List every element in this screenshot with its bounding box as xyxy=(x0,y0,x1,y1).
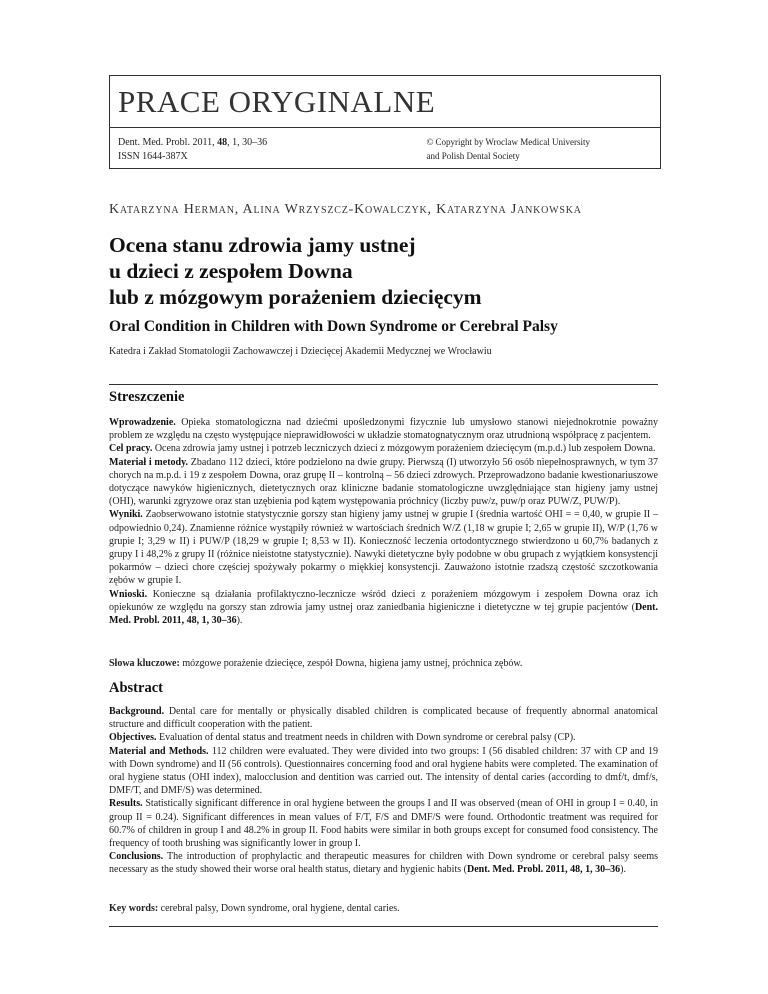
abstract-paragraph: Results. Statistically significant difference in oral hygiene between the groups I and II was observed (mean of OHI in group I = 0.40, in group II = 0.24). Significant differences in mean values of F/T, F/S and DMF/S were found. Orthodontic treatment was required for 60.7% of children in group I and 48.2% in group II. Food habits were similar in both groups except for consumed food consistency. The frequency of tooth brushing was significantly lower in group I. xyxy=(109,798,659,850)
abstract-paragraph: Material and Methods. 112 children were evaluated. They were divided into two groups: I (56 disabled children: 37 with CP and 19 with Down syndrome) and II (56 controls). Questionnaires concerning food and oral hygiene habits were completed. The examination of oral hygiene status (OHI index), malocclusion and dentition was carried out. The intensity of dental caries (according to dmf/t, dmf/s, DMF/T, and DMF/S) was determined. xyxy=(109,745,659,797)
polish-title-line: Ocena stanu zdrowia jamy ustnej xyxy=(109,233,416,257)
citation-volume: 48 xyxy=(217,137,228,148)
keywords-label: Słowa kluczowe: xyxy=(109,658,180,669)
keywords-label: Key words: xyxy=(109,903,159,914)
streszczenie-paragraph: Materiał i metody. Zbadano 112 dzieci, które podzielono na dwie grupy. Pierwszą (I) utworzyło 56 osób niepełnosprawnych, w tym 37 chorych na m.p.d. i 19 z zespołem Downa, oraz grupę II – kontrolną – 56 dzieci zdrowych. Przeprowadzono badanie kwestionariuszowe dotyczące nawyków higienicznych, dietetycznych oraz kliniczne badanie stomatologiczne uwzględniające stan higieny jamy ustnej (OHI), warunki zgryzowe oraz stan uzębienia pod kątem występowania próchnicy (liczby puw/z, puw/p oraz PUW/Z, PUW/P). xyxy=(109,456,658,508)
journal-header-box xyxy=(109,75,661,169)
copyright-line2: and Polish Dental Society xyxy=(426,150,520,161)
header-divider xyxy=(110,127,660,128)
abstract-paragraph: Conclusions. The introduction of prophylactic and therapeutic measures for children with Down syndrome or cerebral palsy seems necessary as the study showed their worse oral health status, dietary and hygienic habits (Dent. Med. Probl. 2011, 48, 1, 30–36). xyxy=(109,851,658,876)
keywords-en xyxy=(109,902,658,915)
citation xyxy=(118,136,267,163)
abstract-paragraph: Background. Dental care for mentally or physically disabled children is complicated because of frequently abnormal anatomical structure and difficult cooperation with the patient. xyxy=(109,706,659,731)
polish-title-line: lub z mózgowym porażeniem dziecięcym xyxy=(109,285,482,309)
issn: ISSN 1644-387X xyxy=(118,150,188,162)
polish-title-line: u dzieci z zespołem Downa xyxy=(109,259,353,283)
citation-journal: Dent. Med. Probl. 2011, xyxy=(118,137,215,148)
streszczenie-paragraph: Wprowadzenie. Opieka stomatologiczna nad dziećmi upośledzonymi fizycznie lub umysłowo stanowi niejednokrotnie poważny problem ze względu na często występujące nieprawidłowości w układzie stomatognatycznym oraz utrudnioną współpracę z pacjentem. xyxy=(109,417,658,442)
abstract-heading: Abstract xyxy=(109,680,163,696)
keywords-list: cerebral palsy, Down syndrome, oral hygiene, dental caries. xyxy=(160,903,400,914)
abstract-paragraph: Objectives. Evaluation of dental status and treatment needs in children with Down syndrome or cerebral palsy (CP). xyxy=(109,732,576,744)
authors: Katarzyna Herman, Alina Wrzyszcz-Kowalczyk, Katarzyna Jankowska xyxy=(109,202,582,217)
divider xyxy=(109,926,658,927)
copyright xyxy=(426,136,590,163)
streszczenie-body xyxy=(109,416,658,627)
divider xyxy=(109,384,658,385)
streszczenie-paragraph: Wyniki. Zaobserwowano istotnie statystycznie gorszy stan higieny jamy ustnej w grupie I (średnia wartość OHI = = 0,40, w grupie II – odpowiednio 0,24). Znamienne różnice wystąpiły również w wartościach średnich W/Z (1,18 w grupie I; 2,65 w grupie II), W/P (1,76 w grupie I; 3,29 w II) i PUW/P (18,29 w grupie I; 8,53 w II). Konieczność leczenia ortodontycznego stwierdzono u 60,7% badanych z grupy I i 48,2% z grupy II (różnice nieistotne statystycznie). Nawyki dietetyczne były podobne w obu grupach z wyjątkiem konsystencji pokarmów – dzieci chore częściej spożywały pokarmy o miękkiej konsystencji. Zauważono istotnie rzadszą częstość szczotkowania zębów w grupie I. xyxy=(109,509,659,587)
citation-pages: , 1, 30–36 xyxy=(227,137,268,148)
streszczenie-paragraph: Wnioski. Konieczne są działania profilaktyczno-lecznicze wśród dzieci z porażeniem mózgowym i zespołem Downa oraz ich opiekunów ze względu na gorszy stan zdrowia jamy ustnej oraz zaniedbania higieniczne i dietetyczne w tej grupie pacjentów (Dent. Med. Probl. 2011, 48, 1, 30–36). xyxy=(109,588,659,627)
streszczenie-heading: Streszczenie xyxy=(109,389,185,405)
abstract-body xyxy=(109,705,658,877)
copyright-line1: © Copyright by Wroclaw Medical University xyxy=(426,137,590,147)
keywords-list: mózgowe porażenie dziecięce, zespół Downa, higiena jamy ustnej, próchnica zębów. xyxy=(182,658,523,669)
affiliation: Katedra i Zakład Stomatologii Zachowawczej i Dziecięcej Akademii Medycznej we Wrocławiu xyxy=(109,346,492,357)
keywords-pl xyxy=(109,657,658,670)
section-title: PRACE ORYGINALNE xyxy=(118,84,436,119)
polish-title xyxy=(109,232,669,310)
streszczenie-paragraph: Cel pracy. Ocena zdrowia jamy ustnej i potrzeb leczniczych dzieci z mózgowym porażeniem dziecięcym (m.p.d.) lub zespołem Downa. xyxy=(109,443,656,455)
english-title: Oral Condition in Children with Down Syndrome or Cerebral Palsy xyxy=(109,318,558,335)
